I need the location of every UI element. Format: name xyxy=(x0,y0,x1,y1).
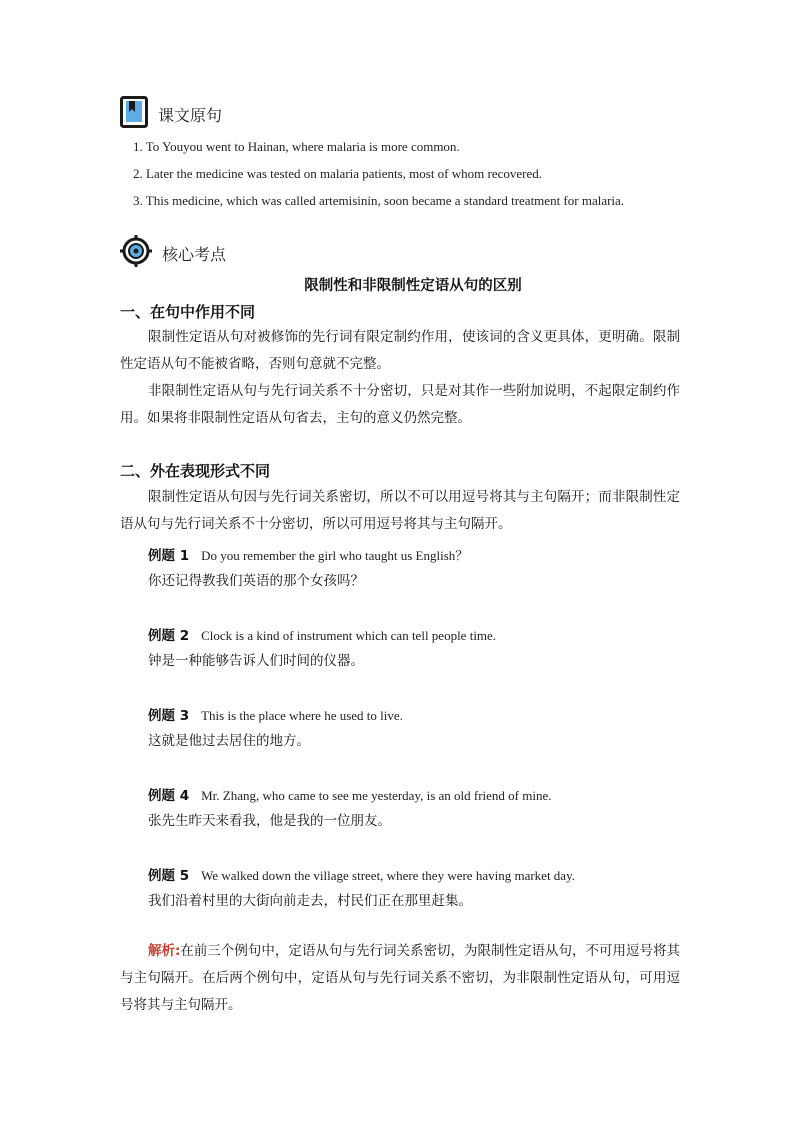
example-3 xyxy=(148,704,403,724)
example-5-translation: 我们沿着村里的大街向前走去，村民们正在那里赶集。 xyxy=(148,893,472,909)
example-english: Clock is a kind of instrument which can tell people time. xyxy=(201,628,497,643)
example-5 xyxy=(148,864,575,884)
part2-heading: 二、外在表现形式不同 xyxy=(120,462,271,480)
example-4-translation: 张先生昨天来看我，他是我的一位朋友。 xyxy=(148,813,391,829)
section-title: 课文原句 xyxy=(158,105,223,125)
part1-heading: 一、在句中作用不同 xyxy=(120,303,256,321)
example-label: 例题 4 xyxy=(148,788,190,804)
example-1-translation: 你还记得教我们英语的那个女孩吗？ xyxy=(148,573,364,589)
original-sentence-1: 1. To Youyou went to Hainan, where malaria is more common. xyxy=(133,139,460,154)
analysis-label: 解析: xyxy=(148,943,181,959)
section-header-original-sentences xyxy=(120,96,222,132)
example-3-translation: 这就是他过去居住的地方。 xyxy=(148,733,310,749)
bookmark-icon xyxy=(120,96,148,132)
example-label: 例题 3 xyxy=(148,708,190,724)
original-sentence-2: 2. Later the medicine was tested on malaria patients, most of whom recovered. xyxy=(133,166,542,181)
original-sentence-3: 3. This medicine, which was called artemisinin, soon became a standard treatment for malaria. xyxy=(133,193,625,208)
part2-paragraph-1: 限制性定语从句因与先行词关系密切，所以不可以用逗号将其与主句隔开；而非限制性定语从句与先行词关系不十分密切，所以可用逗号将其与主句隔开。 xyxy=(120,489,680,532)
analysis-text: 在前三个例句中，定语从句与先行词关系密切，为限制性定语从句，不可用逗号将其与主句隔开。在后两个例句中，定语从句与先行词关系不密切，为非限制性定语从句，可用逗号将其与主句隔开。 xyxy=(120,943,680,1013)
section-header-key-points xyxy=(120,235,226,271)
topic-title: 限制性和非限制性定语从句的区别 xyxy=(304,278,522,294)
example-1 xyxy=(148,544,468,564)
section-title: 核心考点 xyxy=(162,244,227,264)
example-4 xyxy=(148,784,552,804)
example-label: 例题 1 xyxy=(148,548,190,564)
part1-paragraph-1: 限制性定语从句对被修饰的先行词有限定制约作用，使该词的含义更具体，更明确。限制性定语从句不能被省略，否则句意就不完整。 xyxy=(120,329,680,372)
example-english: Do you remember the girl who taught us English？ xyxy=(201,548,469,563)
target-icon xyxy=(120,235,152,271)
example-english: We walked down the village street, where they were having market day. xyxy=(201,868,575,883)
example-english: Mr. Zhang, who came to see me yesterday, is an old friend of mine. xyxy=(201,788,552,803)
part1-paragraph-2: 非限制性定语从句与先行词关系不十分密切，只是对其作一些附加说明，不起限定制约作用。如果将非限制性定语从句省去，主句的意义仍然完整。 xyxy=(120,383,680,426)
example-2-translation: 钟是一种能够告诉人们时间的仪器。 xyxy=(148,653,364,669)
analysis-paragraph xyxy=(120,938,680,1019)
example-label: 例题 2 xyxy=(148,628,190,644)
example-english: This is the place where he used to live. xyxy=(201,708,403,723)
example-label: 例题 5 xyxy=(148,868,190,884)
example-2 xyxy=(148,624,496,644)
